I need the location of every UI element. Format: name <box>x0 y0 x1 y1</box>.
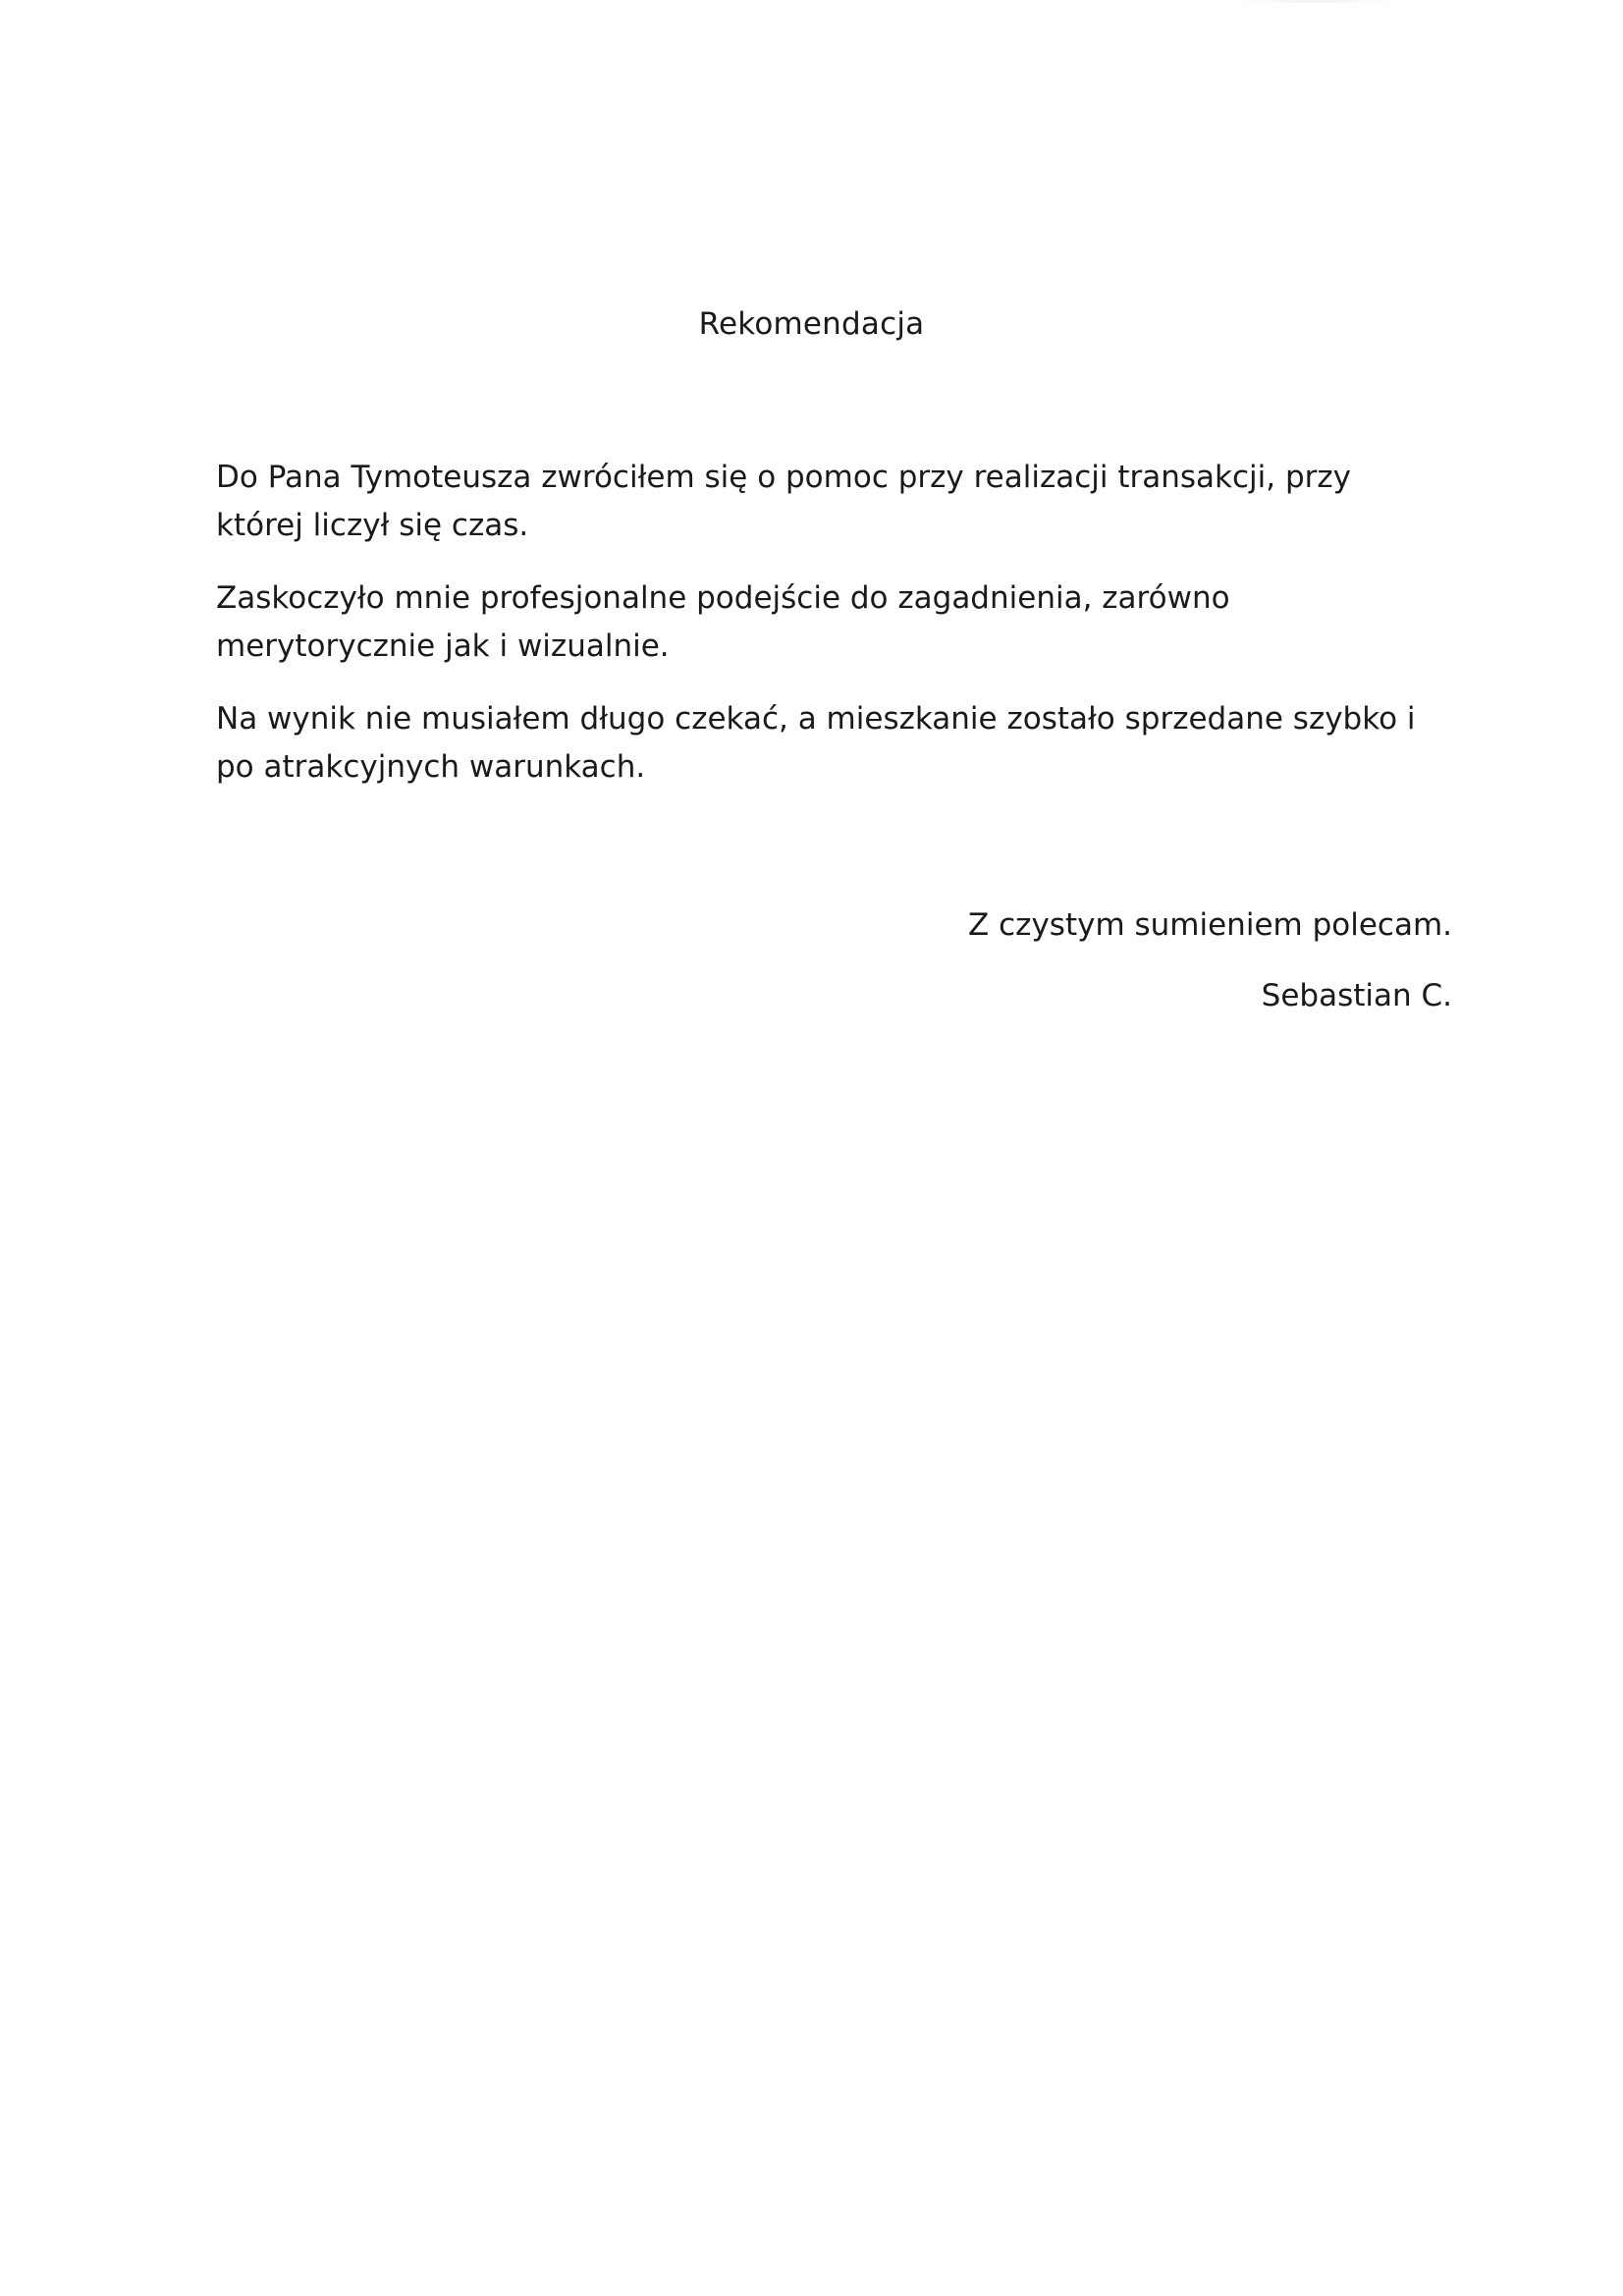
document-title: Rekomendacja <box>698 306 925 342</box>
paragraph-line: której liczył się czas. <box>216 508 529 543</box>
closing-recommendation: Z czystym sumieniem polecam. <box>968 907 1452 943</box>
paragraph-approach <box>216 574 1453 671</box>
paragraph-line: Na wynik nie musiałem długo czekać, a mieszkanie zostało sprzedane szybko i <box>216 701 1416 737</box>
paragraph-line: Zaskoczyło mnie profesjonalne podejście do zagadnienia, zarówno <box>216 580 1230 616</box>
letter-closing <box>968 890 1452 1031</box>
scan-edge-mark <box>1237 0 1394 3</box>
letter-body <box>216 454 1453 816</box>
paragraph-result <box>216 695 1453 792</box>
paragraph-line: Do Pana Tymoteusza zwróciłem się o pomoc przy realizacji transakcji, przy <box>216 460 1352 495</box>
paragraph-line: po atrakcyjnych warunkach. <box>216 749 646 785</box>
paragraph-transaction <box>216 454 1453 550</box>
signature: Sebastian C. <box>1261 978 1452 1013</box>
paragraph-line: merytorycznie jak i wizualnie. <box>216 629 670 664</box>
